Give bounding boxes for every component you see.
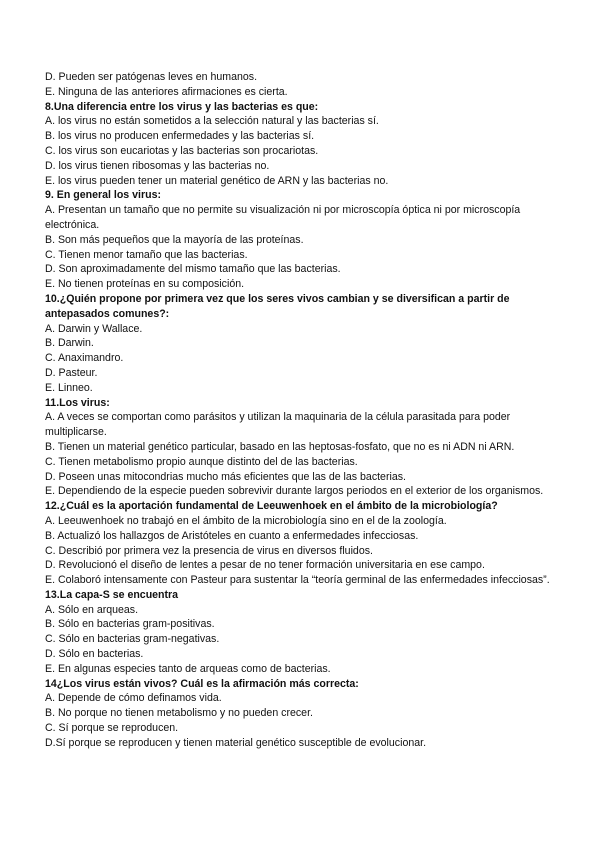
question-heading: 8.Una diferencia entre los virus y las bacterias es que: — [45, 100, 319, 113]
answer-option: C. Sólo en bacterias gram-negativas. — [45, 633, 220, 646]
answer-option: D. Sólo en bacterias. — [45, 648, 144, 661]
question-heading: 12.¿Cuál es la aportación fundamental de Leeuwenhoek en el ámbito de la microbiología? — [45, 500, 498, 513]
answer-option: E. Dependiendo de la especie pueden sobrevivir durante largos periodos en el exterior de los organismos. — [45, 485, 544, 498]
answer-option: E. Ninguna de las anteriores afirmaciones es cierta. — [45, 85, 288, 98]
answer-option: B. Darwin. — [45, 337, 94, 350]
answer-option: E. En algunas especies tanto de arqueas como de bacterias. — [45, 662, 331, 675]
answer-option: A. Presentan un tamaño que no permite su visualización ni por microscopía óptica ni por microscopía electrónica. — [45, 204, 521, 231]
question-heading: 10.¿Quién propone por primera vez que los seres vivos cambian y se diversifican a partir de antepasados comunes?: — [45, 292, 510, 320]
answer-option: E. No tienen proteínas en su composición. — [45, 278, 245, 291]
answer-option: C. Sí porque se reproducen. — [45, 722, 179, 735]
answer-option: B. los virus no producen enfermedades y las bacterias sí. — [45, 130, 315, 143]
answer-option: E. los virus pueden tener un material genético de ARN y las bacterias no. — [45, 174, 389, 187]
answer-option: E. Linneo. — [45, 381, 93, 394]
answer-option: B. Tienen un material genético particular, basado en las heptosas-fosfato, que no es ni ADN ni ARN. — [45, 440, 515, 453]
answer-option: B. Actualizó los hallazgos de Aristóteles en cuanto a enfermedades infecciosas. — [45, 529, 419, 542]
answer-option: B. Sólo en bacterias gram-positivas. — [45, 618, 215, 631]
answer-option: A. Darwin y Wallace. — [45, 322, 143, 335]
answer-option: D. Revolucionó el diseño de lentes a pesar de no tener formación universitaria en ese campo. — [45, 559, 485, 572]
document-page — [45, 70, 555, 751]
answer-option: C. los virus son eucariotas y las bacterias son procariotas. — [45, 144, 319, 157]
answer-option: D. Poseen unas mitocondrias mucho más eficientes que las de las bacterias. — [45, 470, 406, 483]
answer-option: C. Anaximandro. — [45, 352, 124, 365]
question-heading: 9. En general los virus: — [45, 189, 161, 202]
answer-option: A. Leeuwenhoek no trabajó en el ámbito de la microbiología sino en el de la zoología. — [45, 514, 447, 527]
question-heading: 14¿Los virus están vivos? Cuál es la afirmación más correcta: — [45, 677, 359, 690]
answer-option: D.Sí porque se reproducen y tienen material genético susceptible de evolucionar. — [45, 736, 427, 749]
question-heading: 13.La capa-S se encuentra — [45, 588, 179, 601]
answer-option: B. Son más pequeños que la mayoría de las proteínas. — [45, 233, 304, 246]
answer-option: D. los virus tienen ribosomas y las bacterias no. — [45, 159, 270, 172]
answer-option: A. Depende de cómo definamos vida. — [45, 692, 222, 705]
answer-option: C. Tienen metabolismo propio aunque distinto del de las bacterias. — [45, 455, 358, 468]
answer-option: A. Sólo en arqueas. — [45, 603, 139, 616]
answer-option: E. Colaboró intensamente con Pasteur para sustentar la “teoría germinal de las enfermedades infecciosas”. — [45, 574, 550, 587]
answer-option: C. Tienen menor tamaño que las bacterias. — [45, 248, 248, 261]
answer-option: A. los virus no están sometidos a la selección natural y las bacterias sí. — [45, 115, 379, 128]
answer-option: C. Describió por primera vez la presencia de virus en diversos fluidos. — [45, 544, 373, 557]
answer-option: D. Pasteur. — [45, 366, 98, 379]
answer-option: D. Pueden ser patógenas leves en humanos. — [45, 71, 258, 83]
answer-option: A. A veces se comportan como parásitos y utilizan la maquinaria de la célula parasitada para poder multiplicarse. — [45, 411, 511, 439]
answer-option: D. Son aproximadamente del mismo tamaño que las bacterias. — [45, 263, 341, 276]
question-heading: 11.Los virus: — [45, 396, 110, 409]
answer-option: B. No porque no tienen metabolismo y no pueden crecer. — [45, 707, 313, 720]
